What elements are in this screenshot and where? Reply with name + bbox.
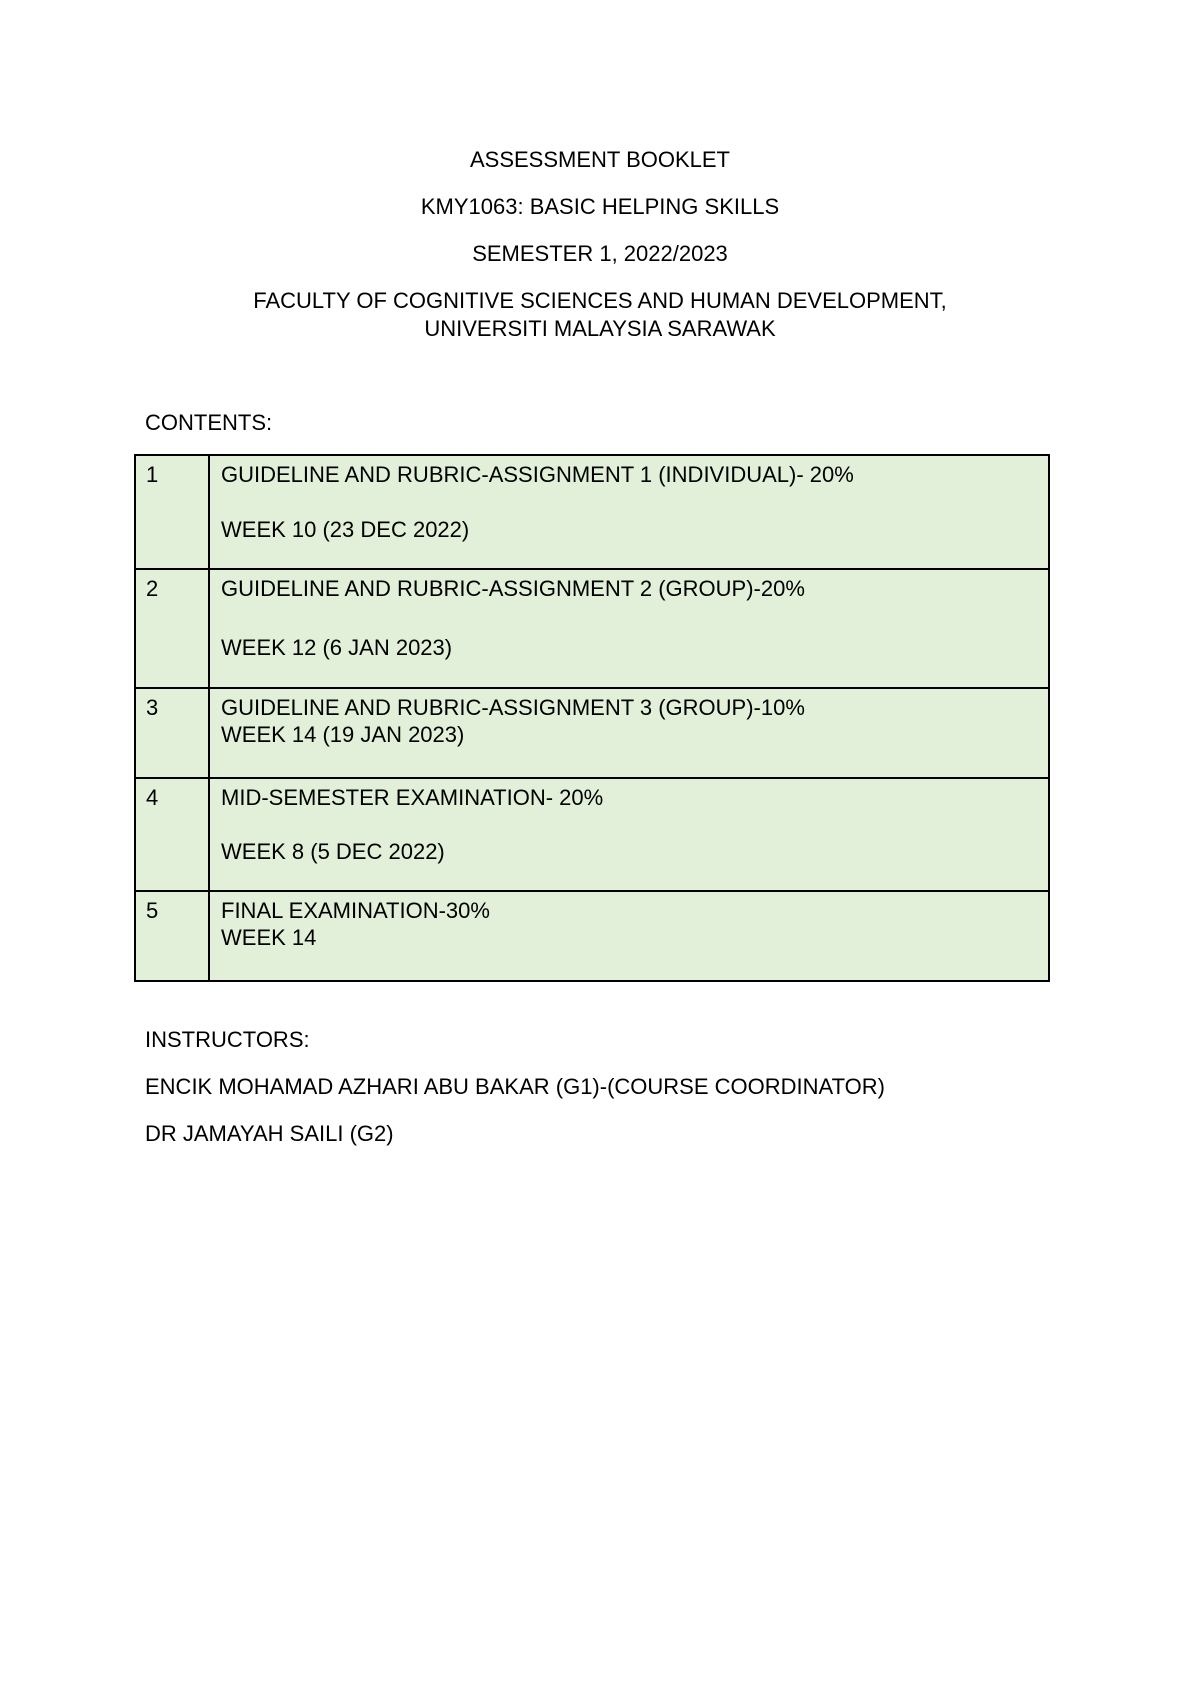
faculty-line-2: UNIVERSITI MALAYSIA SARAWAK: [424, 316, 776, 341]
faculty-name: [0, 287, 1200, 343]
row-title: MID-SEMESTER EXAMINATION- 20%: [221, 785, 604, 810]
row-number: 5: [146, 898, 159, 923]
semester-label: SEMESTER 1, 2022/2023: [472, 241, 728, 266]
faculty-line-1: FACULTY OF COGNITIVE SCIENCES AND HUMAN DEVELOPMENT,: [253, 288, 947, 313]
row-week: WEEK 10 (23 DEC 2022): [221, 517, 470, 542]
document-header: [0, 146, 1200, 363]
row-number: 3: [146, 695, 159, 720]
instructors-heading: INSTRUCTORS:: [145, 1027, 310, 1052]
table-row: [135, 891, 1049, 981]
row-number: 1: [146, 462, 159, 487]
row-title: GUIDELINE AND RUBRIC-ASSIGNMENT 1 (INDIVIDUAL)- 20%: [221, 462, 854, 487]
instructor-name: DR JAMAYAH SAILI (G2): [145, 1121, 394, 1146]
row-title: FINAL EXAMINATION-30%: [221, 898, 490, 923]
table-row: [135, 688, 1049, 778]
contents-table: [134, 454, 1050, 982]
instructor-name: ENCIK MOHAMAD AZHARI ABU BAKAR (G1)-(COURSE COORDINATOR): [145, 1074, 885, 1099]
row-week: WEEK 14: [221, 925, 317, 950]
row-number: 4: [146, 785, 159, 810]
table-row: [135, 778, 1049, 891]
course-title: KMY1063: BASIC HELPING SKILLS: [420, 194, 780, 219]
row-title: GUIDELINE AND RUBRIC-ASSIGNMENT 3 (GROUP)-10%: [221, 695, 805, 720]
table-row: [135, 569, 1049, 688]
document-title: ASSESSMENT BOOKLET: [469, 147, 730, 172]
instructors-section: [145, 1026, 885, 1167]
row-week: WEEK 8 (5 DEC 2022): [221, 839, 445, 864]
row-title: GUIDELINE AND RUBRIC-ASSIGNMENT 2 (GROUP)-20%: [221, 576, 805, 601]
contents-heading: CONTENTS:: [145, 410, 273, 435]
row-number: 2: [146, 576, 159, 601]
row-week: WEEK 12 (6 JAN 2023): [221, 635, 453, 660]
table-row: [135, 455, 1049, 569]
row-week: WEEK 14 (19 JAN 2023): [221, 722, 465, 747]
